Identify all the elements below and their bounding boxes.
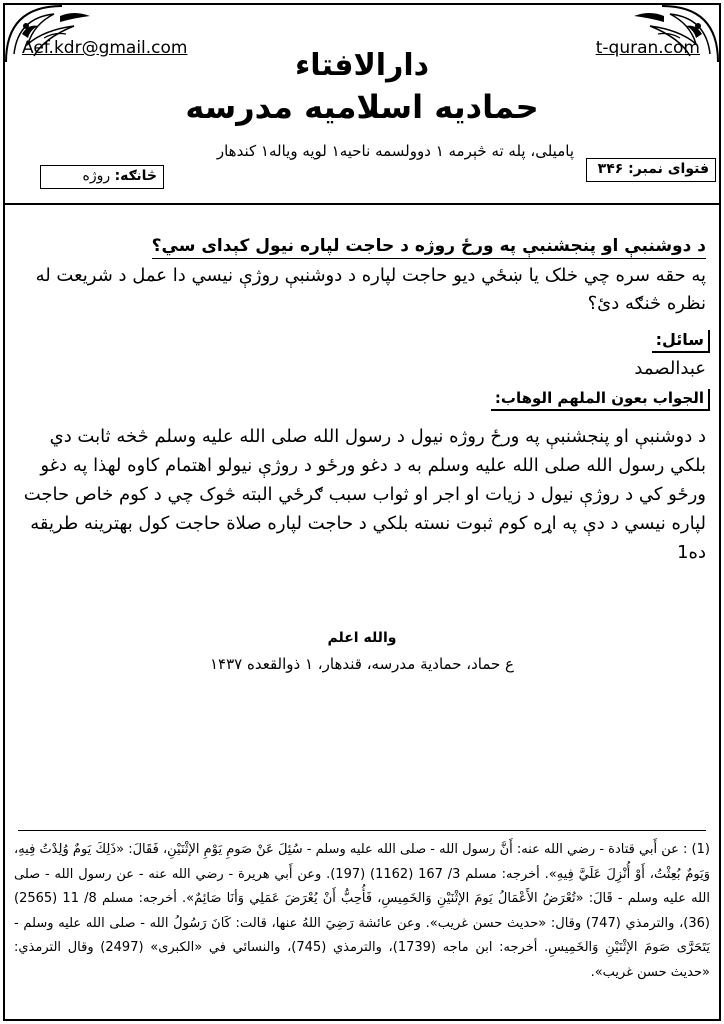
fatwa-number: فتوای نمبر: ۳۴۶ (586, 158, 716, 182)
category-box (40, 165, 164, 189)
signature-line: ع حماد، حمادیة مدرسه، قندهار، ۱ ذوالقعده ۱۴۳۷ (209, 655, 515, 673)
answer-label: الجواب بعون الملهم الوهاب: (491, 389, 710, 411)
footnote-text: (1) : عن أَبي قتادة - رضي الله عنه: أَنَّ رسول الله - صلى الله عليه وسلم - سُئِلَ عَنْ صَومِ يَوْمِ الإثْنَيْنِ، فَقَالَ: «ذَلِكَ يَومٌ وُلِدْتُ فِيهِ، وَيَومٌ بُعِثْتُ، أَوْ أُنْزِلَ عَلَيَّ فِيهِ». أخرجه: مسلم 3/ 167 (1162) (197). وعن أَبي هريرة - رضي الله عنه - عن رسول الله - صلى الله عليه وسلم - قَالَ: «تُعْرَضُ الأَعْمَالُ يَومَ الإثْنَيْنِ وَالخَمِيسِ، فَأُحِبُّ أَنْ يُعْرَضَ عَمَلِي وَأنَا صَائِمٌ». أخرجه: مسلم 8/ 11 (2565) (36)، والترمذي (747) وقال: «حديث حسن غريب». وعن عائشة رَضِيَ اللهُ عنها، قالت: كَانَ رَسُولُ الله - صلى الله عليه وسلم - يَتَحَرَّى صَومَ الإثْنَيْنِ وَالخَمِيسِ. أخرجه: ابن ماجه (1739)، والترمذي (745)، والنسائي في «الكبرى» (2497) وقال الترمذي: «حديث حسن غريب». (14, 842, 711, 980)
website-link[interactable]: t-quran.com (595, 38, 700, 58)
question-title-text: د دوشنبې او پنجشنبې په ورځ روژه د حاجت لپاره نیول کېدای سي؟ (152, 236, 706, 259)
institution-name: حمادیه اسلامیه مدرسه (185, 88, 539, 126)
asker-label: سائل: (652, 330, 710, 353)
category-label: څانګه: (114, 168, 157, 184)
asker-name: عبدالصمد (634, 358, 706, 379)
answer-body: د دوشنبې او پنجشنبې په ورځ روژه نیول د رسول الله صلی الله علیه وسلم څخه ثابت دي بلکي رسول الله صلی الله علیه وسلم به د دغو ورځو د روژې نیولو اهتمام کاوه لهذا په دغو ورځو کي د روژې نیول د زیات او اجر او ثواب سبب ګرځي البته څوک چي د کوم خاص حاجت لپاره نیسي د دې په اړه کوم ثبوت نسته بلکي د حاجت لپاره صلاة حاجت کول بهترینه طریقه ده1 (23, 426, 706, 563)
footnote-divider (18, 830, 706, 831)
question-body: په حقه سره چي خلک یا ښځي دیو حاجت لپاره د دوشنبې روژې نیسي دا عمل د شریعت له نظره څنګه دئ؟ (35, 265, 706, 314)
header-divider (3, 203, 721, 205)
institution-title: دارالافتاء (294, 48, 430, 83)
question-title (16, 236, 706, 256)
contact-email[interactable]: Aef.kdr@gmail.com (22, 38, 188, 58)
category-value: روژه (82, 168, 111, 184)
closing-phrase: والله اعلم (327, 630, 397, 646)
institution-address: پامیلی، پله ته څېرمه ۱ دوولسمه ناحیه۱ لویه ویاله۱ کندهار (216, 142, 574, 160)
